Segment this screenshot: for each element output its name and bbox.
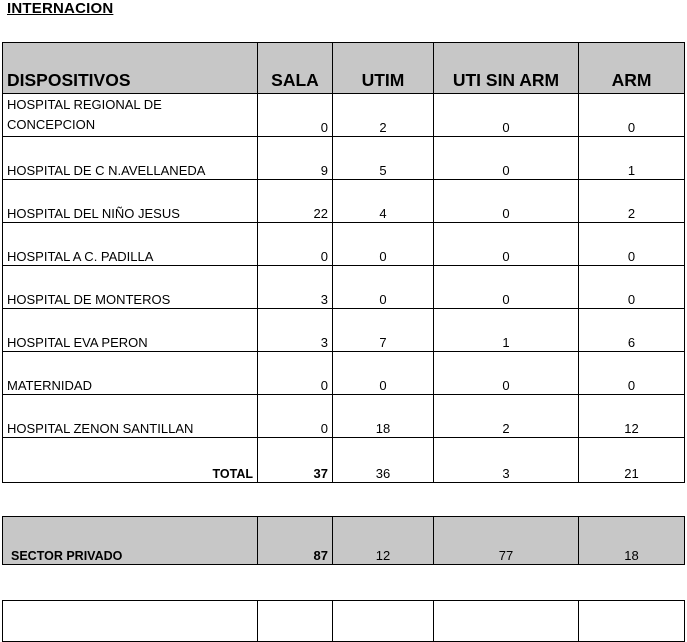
row-arm: 0 (579, 223, 685, 266)
blank-cell (3, 601, 258, 642)
header-row (3, 43, 685, 94)
row-utim: 0 (333, 223, 434, 266)
row-arm: 0 (579, 94, 685, 137)
row-uti-sin-arm: 0 (434, 352, 579, 395)
row-utim: 4 (333, 180, 434, 223)
private-sector-table (2, 516, 685, 565)
row-arm: 2 (579, 180, 685, 223)
blank-cell (258, 601, 333, 642)
row-name: HOSPITAL ZENON SANTILLAN (3, 395, 258, 438)
row-uti-sin-arm: 0 (434, 266, 579, 309)
row-utim: 7 (333, 309, 434, 352)
internacion-table (2, 42, 685, 483)
row-sala: 3 (258, 266, 333, 309)
row-name: HOSPITAL DE C N.AVELLANEDA (3, 137, 258, 180)
row-uti-sin-arm: 1 (434, 309, 579, 352)
row-name: HOSPITAL DE MONTEROS (3, 266, 258, 309)
row-arm: 12 (579, 395, 685, 438)
row-arm: 0 (579, 266, 685, 309)
header-sala: SALA (258, 43, 333, 94)
table-row (3, 223, 685, 266)
row-sala: 22 (258, 180, 333, 223)
private-utim: 12 (333, 517, 434, 565)
row-uti-sin-arm: 2 (434, 395, 579, 438)
row-name: HOSPITAL DEL NIÑO JESUS (3, 180, 258, 223)
table-row (3, 266, 685, 309)
row-name: HOSPITAL EVA PERON (3, 309, 258, 352)
table-row (3, 395, 685, 438)
blank-cell (579, 601, 685, 642)
header-uti-sin-arm: UTI SIN ARM (434, 43, 579, 94)
row-uti-sin-arm: 0 (434, 94, 579, 137)
private-label: SECTOR PRIVADO (3, 517, 258, 565)
row-arm: 0 (579, 352, 685, 395)
row-utim: 18 (333, 395, 434, 438)
total-arm: 21 (579, 438, 685, 483)
private-arm: 18 (579, 517, 685, 565)
row-arm: 6 (579, 309, 685, 352)
row-uti-sin-arm: 0 (434, 223, 579, 266)
table-row (3, 309, 685, 352)
blank-row (3, 601, 685, 642)
table-row (3, 94, 685, 137)
blank-table (2, 600, 685, 642)
page-title: INTERNACION (7, 0, 114, 17)
blank-cell (333, 601, 434, 642)
row-utim: 0 (333, 266, 434, 309)
total-uti-sin-arm: 3 (434, 438, 579, 483)
row-utim: 0 (333, 352, 434, 395)
total-utim: 36 (333, 438, 434, 483)
row-sala: 0 (258, 352, 333, 395)
blank-cell (434, 601, 579, 642)
row-sala: 0 (258, 94, 333, 137)
header-arm: ARM (579, 43, 685, 94)
total-label: TOTAL (3, 438, 258, 483)
total-row (3, 438, 685, 483)
row-arm: 1 (579, 137, 685, 180)
header-dispositivos: DISPOSITIVOS (3, 43, 258, 94)
header-utim: UTIM (333, 43, 434, 94)
row-sala: 9 (258, 137, 333, 180)
row-sala: 0 (258, 223, 333, 266)
private-sala: 87 (258, 517, 333, 565)
total-sala: 37 (258, 438, 333, 483)
row-sala: 3 (258, 309, 333, 352)
row-name: HOSPITAL A C. PADILLA (3, 223, 258, 266)
table-row (3, 137, 685, 180)
row-sala: 0 (258, 395, 333, 438)
private-row (3, 517, 685, 565)
private-uti-sin-arm: 77 (434, 517, 579, 565)
row-uti-sin-arm: 0 (434, 137, 579, 180)
row-name: MATERNIDAD (3, 352, 258, 395)
row-uti-sin-arm: 0 (434, 180, 579, 223)
row-utim: 5 (333, 137, 434, 180)
table-row (3, 180, 685, 223)
row-name: HOSPITAL REGIONAL DE CONCEPCION (3, 94, 258, 137)
row-utim: 2 (333, 94, 434, 137)
table-row (3, 352, 685, 395)
